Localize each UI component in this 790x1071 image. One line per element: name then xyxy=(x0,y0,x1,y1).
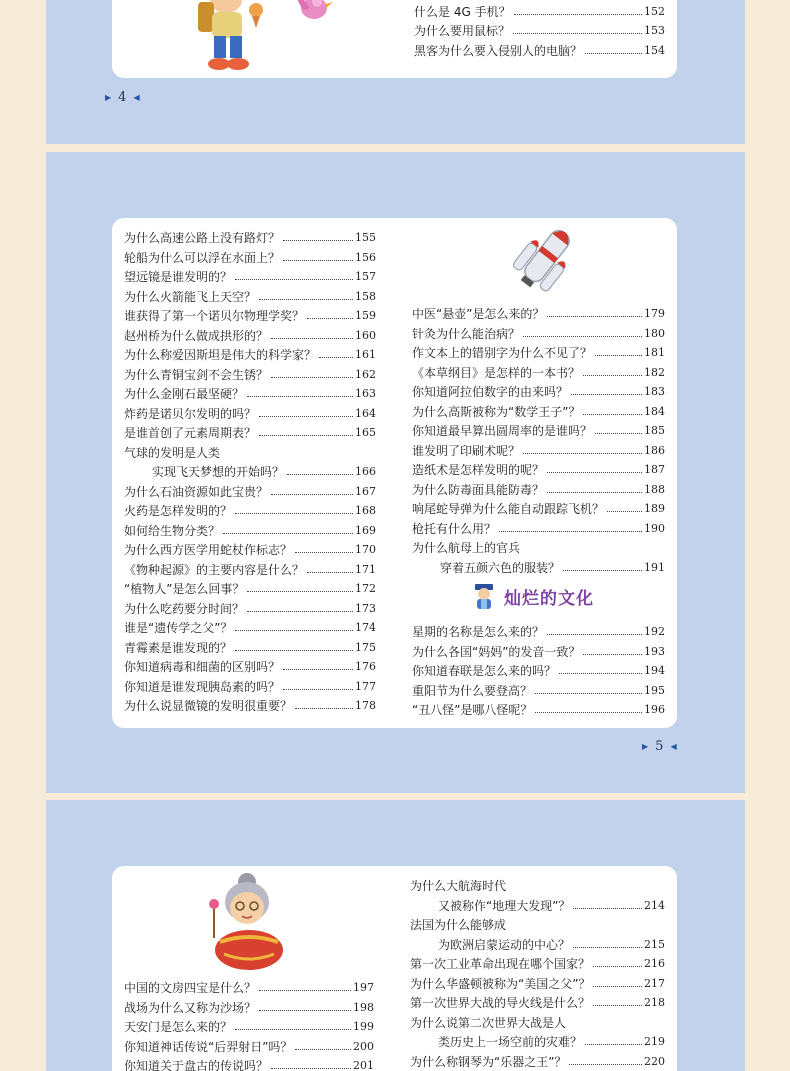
leader-dots xyxy=(295,552,353,553)
toc-entry-page: 167 xyxy=(355,484,376,498)
leader-dots xyxy=(259,990,351,991)
toc-entry-page: 186 xyxy=(644,443,665,457)
leader-dots xyxy=(547,316,642,317)
toc-entry-title: 炸药是诺贝尔发明的吗？ xyxy=(124,406,257,421)
leader-dots xyxy=(271,1068,351,1069)
toc-entry xyxy=(412,556,665,575)
toc-entry xyxy=(124,363,376,382)
toc-entry-page: 160 xyxy=(355,328,376,342)
toc-entry-title: “丑八怪”是哪八怪呢？ xyxy=(412,703,533,717)
toc-entry xyxy=(410,972,665,991)
toc-entry xyxy=(124,538,376,557)
toc-entry-title: 谁是“遗传学之父”？ xyxy=(124,621,233,635)
toc-entry-title: 为什么防毒面具能防毒？ xyxy=(412,482,545,497)
page-number: ▶ 5 ◀ xyxy=(642,739,677,754)
toc-entry xyxy=(410,991,665,1010)
leader-dots xyxy=(271,338,353,339)
toc-entry-page: 184 xyxy=(644,404,665,418)
toc-entry-title: 类历史上一场空前的灾难？ xyxy=(438,1035,583,1049)
toc-entry xyxy=(124,597,376,616)
toc-entry-page: 197 xyxy=(353,981,374,994)
toc-entry-title: 气球的发明是人类 xyxy=(124,445,221,460)
toc-entry-page: 220 xyxy=(644,1054,665,1068)
toc-entry-title: 重阳节为什么要登高？ xyxy=(412,683,533,698)
toc-entry-title: 你知道是谁发现胰岛素的吗？ xyxy=(124,679,281,694)
leader-dots xyxy=(235,1029,351,1030)
toc-entry-page: 182 xyxy=(644,365,665,379)
toc-entry-page: 198 xyxy=(353,1000,374,1014)
leader-dots xyxy=(523,336,642,337)
leader-dots xyxy=(573,947,642,948)
leader-dots xyxy=(259,299,353,300)
toc-entry-title: 为什么石油资源如此宝贵？ xyxy=(124,484,269,499)
leader-dots xyxy=(593,966,642,967)
toc-entry-title: 为什么要用鼠标？ xyxy=(414,24,511,38)
toc-entry-title: 为什么西方医学用蛇杖作标志？ xyxy=(124,543,293,557)
leader-dots xyxy=(583,375,642,376)
toc-entry-page: 159 xyxy=(355,309,376,322)
toc-entry-title: 为什么说显微镜的发明很重要？ xyxy=(124,699,293,713)
toc-entry-page: 175 xyxy=(355,640,376,654)
toc-entry xyxy=(410,1011,665,1030)
toc-entry xyxy=(410,874,665,893)
toc-entry xyxy=(124,499,376,518)
toc-entry xyxy=(412,497,665,516)
toc-entry xyxy=(124,996,374,1015)
leader-dots xyxy=(235,279,353,280)
toc-entry xyxy=(124,636,376,655)
toc-entry-page: 218 xyxy=(644,996,665,1009)
toc-entry-title: 为欧洲启蒙运动的中心？ xyxy=(438,937,571,952)
toc-entry-title: 《本草纲目》是怎样的一本书？ xyxy=(412,365,581,380)
toc-entry xyxy=(124,421,376,440)
toc-entry-page: 168 xyxy=(355,504,376,517)
toc-entry-page: 174 xyxy=(355,621,376,634)
toc-entry xyxy=(124,285,376,304)
toc-entry xyxy=(124,558,376,577)
leader-dots xyxy=(259,416,353,417)
section-heading xyxy=(472,582,594,610)
toc-entry xyxy=(410,933,665,952)
leader-dots xyxy=(235,650,353,651)
toc-entry xyxy=(124,324,376,343)
toc-entry-page: 200 xyxy=(353,1039,374,1053)
toc-entry xyxy=(414,39,665,58)
toc-card xyxy=(112,866,677,1071)
toc-entry-title: 战场为什么又称为沙场？ xyxy=(124,1000,257,1015)
toc-entry-title: 望远镜是谁发明的？ xyxy=(124,270,233,284)
section-title: 灿烂的文化 xyxy=(504,588,594,609)
leader-dots xyxy=(283,669,353,670)
toc-entry-title: 黑客为什么要入侵别人的电脑？ xyxy=(414,43,583,58)
toc-entry-title: 枪托有什么用？ xyxy=(412,521,497,536)
toc-entry xyxy=(414,19,665,38)
toc-entry-page: 188 xyxy=(644,482,665,496)
toc-entry-page: 157 xyxy=(355,270,376,283)
leader-dots xyxy=(547,472,642,473)
toc-entry-page: 165 xyxy=(355,426,376,439)
toc-entry xyxy=(412,322,665,341)
leader-dots xyxy=(514,14,642,15)
leader-dots xyxy=(287,474,353,475)
toc-entry xyxy=(124,460,376,479)
toc-entry-title: 你知道病毒和细菌的区别吗？ xyxy=(124,660,281,674)
toc-entry xyxy=(124,304,376,323)
toc-entry-title: 《物种起源》的主要内容是什么？ xyxy=(124,562,305,577)
toc-entry-page: 156 xyxy=(355,250,376,264)
toc-entry-title: 第一次工业革命出现在哪个国家？ xyxy=(410,957,591,971)
toc-entry xyxy=(412,536,665,555)
leader-dots xyxy=(307,572,353,573)
toc-entry-title: 响尾蛇导弹为什么能自动跟踪飞机？ xyxy=(412,502,605,516)
toc-entry xyxy=(124,402,376,421)
toc-entry xyxy=(412,640,665,659)
toc-entry-title: 为什么高速公路上没有路灯？ xyxy=(124,231,281,245)
toc-entry-title: 青霉素是谁发现的？ xyxy=(124,640,233,655)
toc-entry-title: 为什么说第二次世界大战是人 xyxy=(410,1015,567,1030)
toc-entry xyxy=(124,1015,374,1034)
toc-entry xyxy=(124,616,376,635)
toc-entry-page: 170 xyxy=(355,543,376,556)
toc-entry-page: 155 xyxy=(355,231,376,244)
leader-dots xyxy=(563,570,642,571)
toc-entry-page: 154 xyxy=(644,43,665,57)
leader-dots xyxy=(271,494,353,495)
toc-entry-page: 189 xyxy=(644,502,665,515)
leader-dots xyxy=(283,260,353,261)
toc-entry-title: 中国的文房四宝是什么？ xyxy=(124,981,257,995)
toc-entry-page: 215 xyxy=(644,937,665,951)
toc-entry xyxy=(412,419,665,438)
toc-entry xyxy=(124,246,376,265)
toc-entry xyxy=(412,659,665,678)
leader-dots xyxy=(585,53,642,54)
toc-entry-page: 217 xyxy=(644,976,665,990)
leader-dots xyxy=(247,591,353,592)
toc-entry xyxy=(410,894,665,913)
toc-entry-title: 第一次世界大战的导火线是什么？ xyxy=(410,996,591,1010)
toc-entry xyxy=(410,952,665,971)
toc-entry-title: 你知道阿拉伯数字的由来吗？ xyxy=(412,385,569,399)
toc-entry-page: 153 xyxy=(644,24,665,37)
toc-entry-page: 191 xyxy=(644,560,665,574)
toc-entry-title: 为什么青铜宝剑不会生锈？ xyxy=(124,367,269,382)
leader-dots xyxy=(535,712,642,713)
toc-entry-page: 194 xyxy=(644,664,665,677)
toc-entry-page: 169 xyxy=(355,523,376,537)
leader-dots xyxy=(607,511,642,512)
toc-entry xyxy=(412,302,665,321)
leader-dots xyxy=(595,355,642,356)
toc-entry xyxy=(412,361,665,380)
leader-dots xyxy=(307,318,353,319)
toc-entry-title: 什么是 4G 手机？ xyxy=(414,4,511,19)
toc-entry-page: 166 xyxy=(355,465,376,478)
toc-card xyxy=(112,0,677,78)
toc-entry-page: 185 xyxy=(644,424,665,437)
leader-dots xyxy=(523,453,642,454)
toc-entry xyxy=(124,694,376,713)
toc-entry-title: 中医“悬壶”是怎么来的？ xyxy=(412,307,545,321)
leader-dots xyxy=(595,433,642,434)
toc-entry-title: “植物人”是怎么回事？ xyxy=(124,582,245,596)
toc-entry-title: 为什么称钢琴为“乐器之王”？ xyxy=(410,1054,567,1069)
toc-entry-title: 为什么金刚石最坚硬？ xyxy=(124,387,245,401)
toc-entry-title: 又被称作“地理大发现”？ xyxy=(438,898,571,913)
triangle-right-icon: ▶ xyxy=(642,742,649,751)
leader-dots xyxy=(235,630,353,631)
toc-entry xyxy=(124,1035,374,1054)
leader-dots xyxy=(593,1005,642,1006)
leader-dots xyxy=(283,240,353,241)
toc-entry-page: 196 xyxy=(644,703,665,716)
toc-page-5 xyxy=(46,152,745,793)
toc-entry-title: 天安门是怎么来的？ xyxy=(124,1020,233,1034)
toc-entry-page: 177 xyxy=(355,679,376,693)
toc-entry-page: 172 xyxy=(355,582,376,595)
leader-dots xyxy=(235,513,353,514)
toc-entry xyxy=(410,913,665,932)
leader-dots xyxy=(535,693,642,694)
leader-dots xyxy=(223,533,353,534)
toc-entry-page: 179 xyxy=(644,307,665,320)
toc-entry-title: 为什么各国“妈妈”的发音一致？ xyxy=(412,644,581,659)
toc-entry-title: 火药是怎样发明的？ xyxy=(124,504,233,518)
toc-entry xyxy=(124,480,376,499)
toc-entry xyxy=(412,478,665,497)
toc-entry-title: 如何给生物分类？ xyxy=(124,523,221,538)
toc-entry-title: 赵州桥为什么做成拱形的？ xyxy=(124,328,269,343)
toc-entry-title: 轮船为什么可以浮在水面上？ xyxy=(124,250,281,265)
toc-entry-page: 216 xyxy=(644,957,665,970)
toc-entry-page: 173 xyxy=(355,601,376,615)
grandma-illustration xyxy=(202,868,292,972)
toc-card xyxy=(112,218,677,728)
leader-dots xyxy=(247,611,353,612)
triangle-left-icon: ◀ xyxy=(670,742,677,751)
toc-entry-title: 为什么大航海时代 xyxy=(410,879,507,893)
toc-entry-page: 214 xyxy=(644,898,665,912)
toc-entry-page: 192 xyxy=(644,625,665,638)
triangle-left-icon: ◀ xyxy=(133,93,140,102)
leader-dots xyxy=(259,1010,351,1011)
rocket-illustration xyxy=(496,224,592,296)
leader-dots xyxy=(585,1044,642,1045)
toc-entry-title: 谁发明了印刷术呢？ xyxy=(412,443,521,458)
toc-entry-title: 是谁首创了元素周期表？ xyxy=(124,426,257,440)
leader-dots xyxy=(283,689,353,690)
leader-dots xyxy=(583,414,642,415)
toc-entry-title: 谁获得了第一个诺贝尔物理学奖？ xyxy=(124,309,305,323)
toc-entry xyxy=(412,380,665,399)
toc-entry-page: 176 xyxy=(355,660,376,673)
toc-entry-title: 针灸为什么能治病？ xyxy=(412,326,521,341)
leader-dots xyxy=(271,377,353,378)
toc-entry-title: 实现飞天梦想的开始吗？ xyxy=(152,465,285,479)
leader-dots xyxy=(573,908,642,909)
leader-dots xyxy=(547,634,642,635)
toc-entry xyxy=(412,439,665,458)
toc-entry xyxy=(124,655,376,674)
toc-entry xyxy=(412,458,665,477)
toc-entry-page: 193 xyxy=(644,644,665,658)
toc-entry xyxy=(412,400,665,419)
toc-entry-title: 你知道最早算出圆周率的是谁吗？ xyxy=(412,424,593,438)
toc-entry xyxy=(410,1050,665,1069)
leader-dots xyxy=(513,33,642,34)
toc-entry-page: 178 xyxy=(355,699,376,712)
toc-entry-page: 164 xyxy=(355,406,376,420)
toc-entry-page: 180 xyxy=(644,326,665,340)
toc-entry-page: 161 xyxy=(355,348,376,361)
toc-entry-page: 171 xyxy=(355,562,376,576)
toc-entry-title: 你知道春联是怎么来的吗？ xyxy=(412,664,557,678)
toc-entry-page: 187 xyxy=(644,463,665,476)
toc-entry xyxy=(124,976,374,995)
toc-entry-title: 为什么称爱因斯坦是伟大的科学家？ xyxy=(124,348,317,362)
toc-entry-page: 181 xyxy=(644,346,665,359)
toc-entry-page: 158 xyxy=(355,289,376,303)
toc-entry xyxy=(124,226,376,245)
toc-entry xyxy=(412,698,665,717)
toc-entry xyxy=(124,382,376,401)
toc-entry-page: 183 xyxy=(644,385,665,398)
toc-entry-title: 为什么华盛顿被称为“美国之父”？ xyxy=(410,976,591,991)
toc-entry xyxy=(412,341,665,360)
toc-entry xyxy=(412,679,665,698)
toc-entry-title: 法国为什么能够成 xyxy=(410,918,507,932)
toc-entry xyxy=(410,1030,665,1049)
toc-entry xyxy=(124,1054,374,1071)
leader-dots xyxy=(247,396,353,397)
toc-entry-page: 219 xyxy=(644,1035,665,1048)
toc-entry-page: 195 xyxy=(644,683,665,697)
toc-entry xyxy=(124,441,376,460)
cartoon-kid-illustration xyxy=(186,0,336,76)
leader-dots xyxy=(593,986,642,987)
toc-entry-title: 为什么吃药要分时间？ xyxy=(124,601,245,616)
toc-entry-page: 190 xyxy=(644,521,665,535)
toc-entry-title: 星期的名称是怎么来的？ xyxy=(412,625,545,639)
toc-entry xyxy=(124,519,376,538)
page-number: ▶ 4 ◀ xyxy=(105,90,140,105)
toc-entry xyxy=(124,675,376,694)
leader-dots xyxy=(583,654,642,655)
toc-entry-title: 作文本上的错别字为什么不见了？ xyxy=(412,346,593,360)
toc-entry-title: 为什么火箭能飞上天空？ xyxy=(124,289,257,304)
toc-entry-page: 199 xyxy=(353,1020,374,1033)
leader-dots xyxy=(319,357,353,358)
toc-entry-title: 造纸术是怎样发明的呢？ xyxy=(412,463,545,477)
toc-entry xyxy=(124,343,376,362)
toc-entry-title: 为什么航母上的官兵 xyxy=(412,541,521,555)
toc-entry-title: 穿着五颜六色的服装？ xyxy=(440,560,561,575)
triangle-right-icon: ▶ xyxy=(105,93,112,102)
leader-dots xyxy=(547,492,642,493)
toc-entry-title: 你知道关于盘古的传说吗？ xyxy=(124,1059,269,1071)
toc-entry-page: 152 xyxy=(644,4,665,18)
toc-entry xyxy=(124,577,376,596)
leader-dots xyxy=(559,673,642,674)
toc-entry xyxy=(124,265,376,284)
leader-dots xyxy=(259,435,353,436)
leader-dots xyxy=(295,1049,351,1050)
toc-entry-page: 162 xyxy=(355,367,376,381)
toc-entry xyxy=(414,0,665,19)
toc-entry-title: 为什么高斯被称为“数学王子”？ xyxy=(412,404,581,419)
leader-dots xyxy=(499,531,642,532)
toc-page-4 xyxy=(46,0,745,144)
toc-page-6 xyxy=(46,800,745,1071)
toc-entry-page: 163 xyxy=(355,387,376,400)
leader-dots xyxy=(295,708,353,709)
leader-dots xyxy=(571,394,642,395)
leader-dots xyxy=(569,1064,642,1065)
toc-entry-page: 201 xyxy=(353,1059,374,1071)
toc-entry xyxy=(412,517,665,536)
toc-entry xyxy=(412,620,665,639)
scholar-icon xyxy=(472,582,496,610)
toc-entry-title: 你知道神话传说“后羿射日”吗？ xyxy=(124,1039,293,1054)
